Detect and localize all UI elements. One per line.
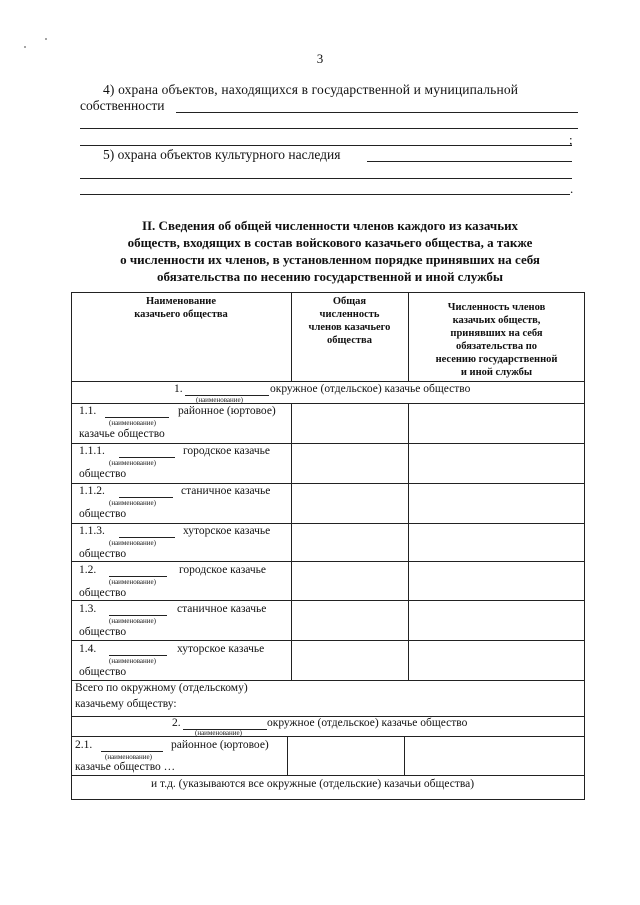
row-line <box>71 680 585 681</box>
row-blank <box>109 615 167 616</box>
total-label-line2: казачьему обществу: <box>75 698 177 710</box>
row-number: 1.1.1. <box>79 445 105 457</box>
row-blank <box>109 576 167 577</box>
row-kind: городское казачье <box>179 564 267 576</box>
row-kind: хуторское казачье <box>177 643 265 655</box>
row-tail: общество <box>79 508 127 520</box>
row-line <box>71 600 585 601</box>
fill-line <box>176 112 578 113</box>
header-name: Наименование казачьего общества <box>134 296 228 320</box>
column-line <box>404 736 405 776</box>
fill-line <box>80 145 572 146</box>
row-line <box>71 443 585 444</box>
item4-terminator: ; <box>569 132 573 147</box>
row-number: 1.1.2. <box>79 485 105 497</box>
row-line <box>71 381 585 382</box>
total-label-line1: Всего по окружному (отдельскому) <box>75 682 248 694</box>
row-tail: общество <box>79 587 127 599</box>
item5-terminator: . <box>570 181 574 196</box>
row-blank <box>119 497 173 498</box>
row-kind: районное (юртовое) <box>178 405 276 417</box>
column-line <box>287 736 288 776</box>
section-title <box>70 217 590 285</box>
section-title-line: II. Сведения об общей численности членов каждого из казачьих <box>141 218 519 233</box>
district1-number: 1. <box>174 383 183 395</box>
row-number: 1.3. <box>79 603 97 615</box>
row-line <box>71 736 585 737</box>
fill-line <box>80 194 570 195</box>
name-hint: (наименование) <box>109 539 156 547</box>
fill-line <box>367 161 572 162</box>
row-blank <box>109 655 167 656</box>
name-hint: (наименование) <box>195 729 242 737</box>
name-hint: (наименование) <box>105 753 152 761</box>
fill-line <box>80 128 578 129</box>
row-number: 1.2. <box>79 564 97 576</box>
header-service-members: Численность членов казачьих обществ, принявших на себя обязательства по несению государственной и иной службы <box>435 302 558 378</box>
fill-line <box>80 178 572 179</box>
row-kind: районное (юртовое) <box>171 739 269 751</box>
row-number: 1.4. <box>79 643 97 655</box>
row-kind: хуторское казачье <box>183 525 271 537</box>
row-kind: станичное казачье <box>181 485 271 497</box>
table-border <box>71 292 585 293</box>
row-line <box>71 561 585 562</box>
row-tail: общество <box>79 626 127 638</box>
name-hint: (наименование) <box>109 459 156 467</box>
row-number: 2.1. <box>75 739 93 751</box>
row-number: 1.1.3. <box>79 525 105 537</box>
district2-number: 2. <box>172 717 181 729</box>
row-tail: казачье общество <box>79 428 165 440</box>
column-line <box>408 403 409 681</box>
row-line <box>71 403 585 404</box>
row-tail: общество <box>79 468 127 480</box>
item4-line2: собственности <box>80 98 165 113</box>
row-line <box>71 775 585 776</box>
section-title-line: обществ, входящих в состав войскового казачьего общества, а также <box>127 235 533 250</box>
row-number: 1.1. <box>79 405 97 417</box>
table-border <box>71 799 585 800</box>
row-tail: общество <box>79 666 127 678</box>
row-line <box>71 483 585 484</box>
table-border <box>71 292 72 800</box>
row-kind: городское казачье <box>183 445 271 457</box>
name-hint: (наименование) <box>196 396 243 404</box>
column-line <box>291 403 292 681</box>
table-footer: и т.д. (указываются все окружные (отдельские) казачьи общества) <box>151 778 475 790</box>
name-hint: (наименование) <box>109 499 156 507</box>
name-hint: (наименование) <box>109 617 156 625</box>
name-hint: (наименование) <box>109 657 156 665</box>
name-hint: (наименование) <box>109 578 156 586</box>
section-title-line: обязательства по несению государственной и иной службы <box>157 269 503 284</box>
item5-line1: 5) охрана объектов культурного наследия <box>103 147 341 162</box>
row-line <box>71 523 585 524</box>
cossack-societies-table <box>71 292 585 800</box>
item4-line1: 4) охрана объектов, находящихся в государственной и муниципальной <box>103 82 519 97</box>
page-number: 3 <box>316 51 324 66</box>
row-blank <box>119 457 175 458</box>
scan-speck <box>24 46 26 48</box>
row-kind: станичное казачье <box>177 603 267 615</box>
section-title-line: о численности их членов, в установленном порядке принявших на себя <box>120 252 540 267</box>
row-tail: общество <box>79 548 127 560</box>
header-total-members: Общая численность членов казачьего общества <box>308 296 391 346</box>
row-blank <box>101 751 163 752</box>
district2-label: окружное (отдельское) казачье общество <box>267 717 468 729</box>
row-line <box>71 640 585 641</box>
district1-label: окружное (отдельское) казачье общество <box>270 383 471 395</box>
name-hint: (наименование) <box>109 419 156 427</box>
scan-speck <box>45 38 47 40</box>
row-blank <box>119 537 175 538</box>
row-blank <box>105 417 169 418</box>
row-tail: казачье общество … <box>75 761 176 773</box>
